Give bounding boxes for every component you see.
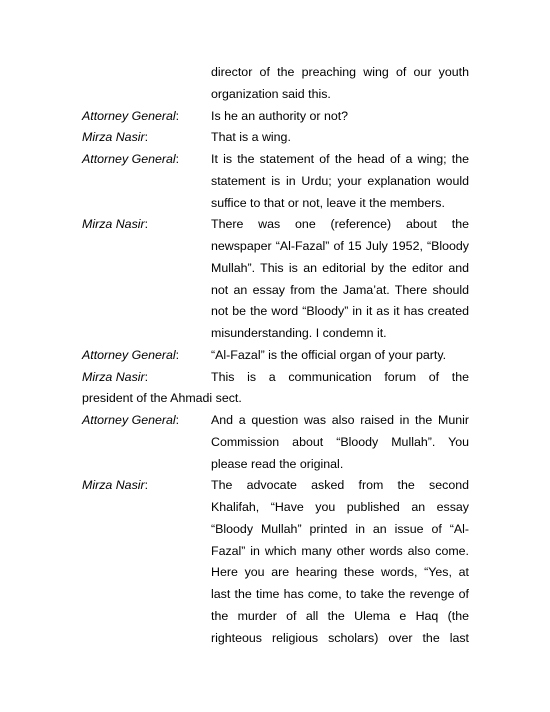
statement-line: It is the statement of the head of a wing; the [211,152,469,166]
statement-line: please read the original. [211,457,344,471]
speaker-name: Mirza Nasir [82,370,145,384]
statement-line: This is a communication forum of the [211,370,469,384]
speaker-name: Mirza Nasir [82,478,145,492]
statement-line: organization said this. [211,87,331,101]
speaker-label: Attorney General: [82,413,180,427]
statement-line: “Bloody Mullah” printed in an issue of “Al- [211,522,469,536]
speaker-label: Mirza Nasir: [82,217,149,231]
speaker-name: Attorney General [82,152,176,166]
statement-line: And a question was also raised in the Munir [211,413,469,427]
statement-line: last the time has come, to take the revenge of [211,587,469,601]
speaker-label: Mirza Nasir: [82,478,149,492]
statement-line: suffice to that or not, leave it the members. [211,196,445,210]
statement-line: director of the preaching wing of our youth [211,65,469,79]
statement-line: the murder of all the Ulema e Haq (the [211,609,469,623]
statement-line: not be the word “Bloody” in it as it has created [211,304,469,318]
statement-line: not an essay from the Jama’at. There should [211,283,469,297]
statement-line: misunderstanding. I condemn it. [211,326,387,340]
speaker-label: Attorney General: [82,109,180,123]
statement-line: There was one (reference) about the [211,217,469,231]
statement-line: statement is in Urdu; your explanation would [211,174,469,188]
statement-line: Here you are hearing these words, “Yes, at [211,565,469,579]
statement-line: Is he an authority or not? [211,109,349,123]
statement-line: Khalifah, “Have you published an essay [211,500,469,514]
speaker-name: Attorney General [82,413,176,427]
statement-line: Fazal” in which many other words also come. [211,544,469,558]
speaker-label: Mirza Nasir: [82,370,149,384]
speaker-label: Mirza Nasir: [82,130,149,144]
statement-line: newspaper “Al-Fazal” of 15 July 1952, “Bloody [211,239,469,253]
statement-line: president of the Ahmadi sect. [82,391,242,405]
speaker-name: Mirza Nasir [82,130,145,144]
speaker-name: Attorney General [82,109,176,123]
speaker-label: Attorney General: [82,152,180,166]
speaker-name: Attorney General [82,348,176,362]
statement-line: The advocate asked from the second [211,478,469,492]
statement-line: Mullah”. This is an editorial by the editor and [211,261,469,275]
statement-line: righteous religious scholars) over the last [211,631,469,645]
speaker-name: Mirza Nasir [82,217,145,231]
statement-line: Commission about “Bloody Mullah”. You [211,435,469,449]
statement-line: “Al-Fazal” is the official organ of your party. [211,348,447,362]
statement-line: That is a wing. [211,130,291,144]
speaker-label: Attorney General: [82,348,180,362]
